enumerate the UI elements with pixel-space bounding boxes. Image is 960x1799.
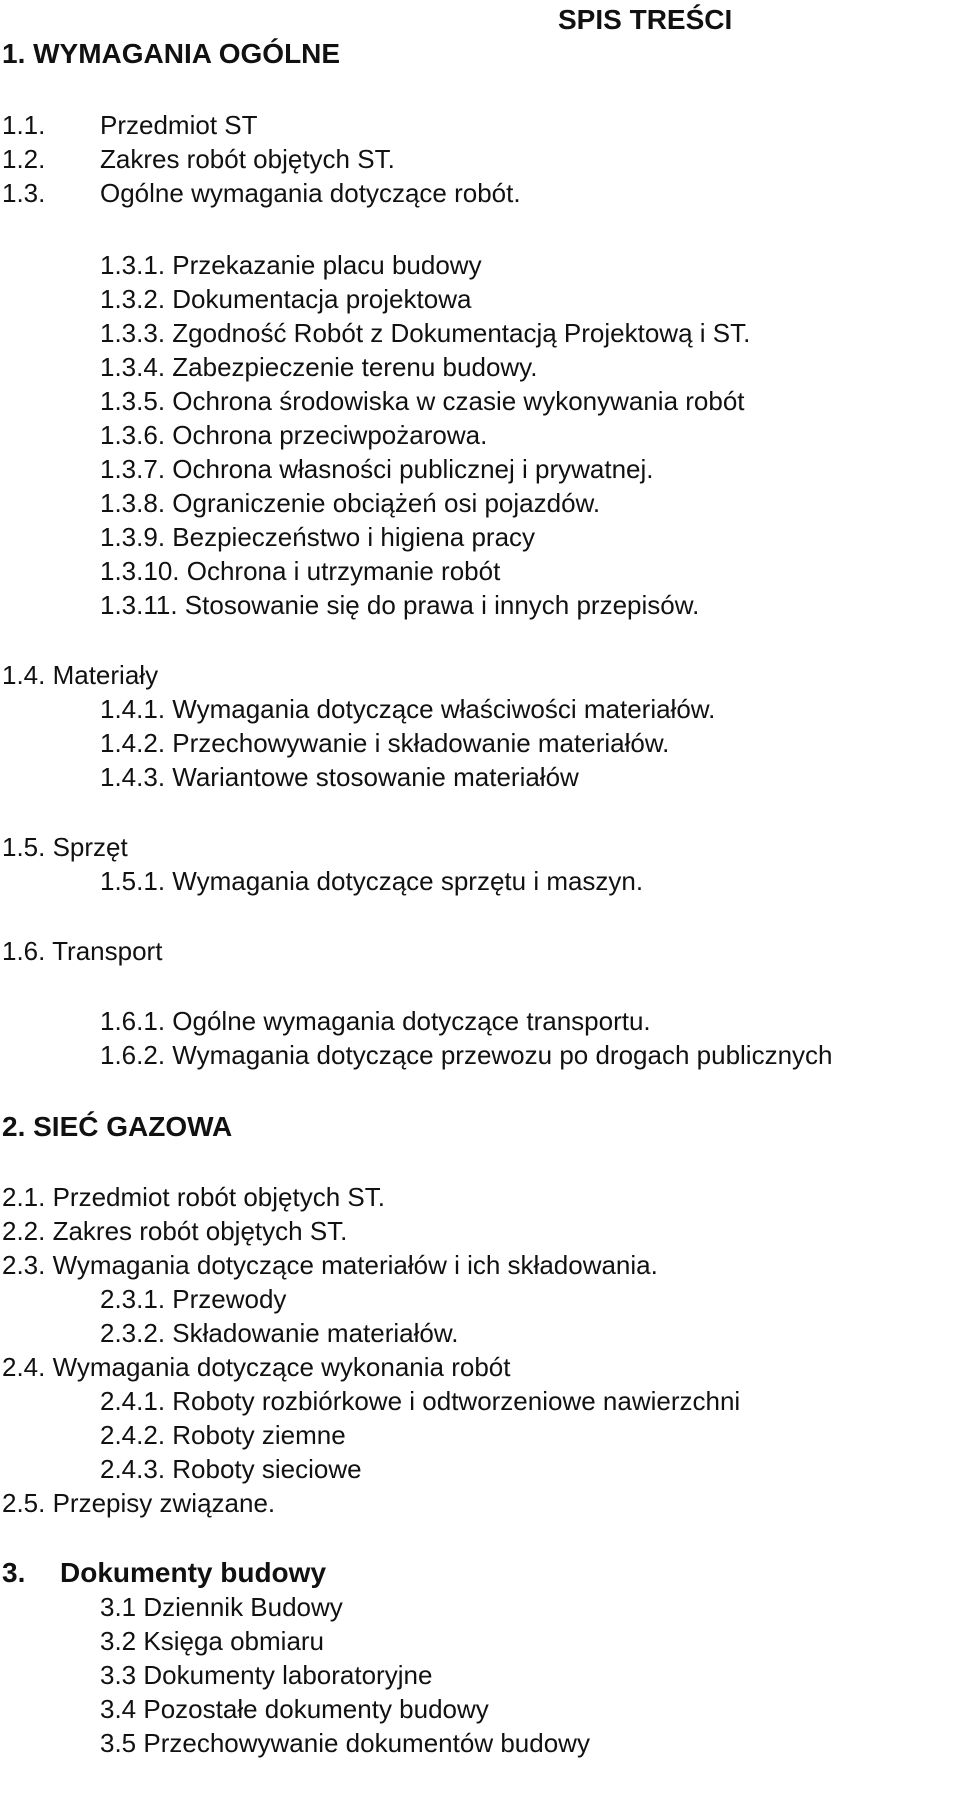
toc-item-num: 1.1. [2, 110, 46, 140]
section-heading-2: 2. SIEĆ GAZOWA [2, 1111, 233, 1142]
toc-subitem: 1.3.3. Zgodność Robót z Dokumentacją Projektową i ST. [100, 318, 751, 348]
toc-item: 1.6. Transport [2, 936, 163, 966]
toc-subitem: 1.3.1. Przekazanie placu budowy [100, 250, 482, 280]
toc-item: 2.3. Wymagania dotyczące materiałów i ich składowania. [2, 1250, 658, 1280]
toc-subitem: 1.3.4. Zabezpieczenie terenu budowy. [100, 352, 538, 382]
toc-item-text: Zakres robót objętych ST. [100, 144, 395, 174]
toc-subitem: 3.5 Przechowywanie dokumentów budowy [100, 1728, 590, 1758]
toc-item: 2.2. Zakres robót objętych ST. [2, 1216, 348, 1246]
toc-subitem: 1.3.6. Ochrona przeciwpożarowa. [100, 420, 488, 450]
toc-subitem: 1.3.8. Ograniczenie obciążeń osi pojazdów. [100, 488, 601, 518]
toc-item-text: Przedmiot ST [100, 110, 258, 140]
toc-subitem: 1.4.1. Wymagania dotyczące właściwości materiałów. [100, 694, 716, 724]
toc-item: 2.5. Przepisy związane. [2, 1488, 276, 1518]
toc-item-num: 1.3. [2, 178, 46, 208]
toc-item: 1.5. Sprzęt [2, 832, 128, 862]
toc-subitem: 1.3.2. Dokumentacja projektowa [100, 284, 472, 314]
toc-subitem: 2.3.1. Przewody [100, 1284, 287, 1314]
toc-item-num: 1.2. [2, 144, 46, 174]
toc-subitem: 2.4.3. Roboty sieciowe [100, 1454, 362, 1484]
toc-subitem: 1.4.3. Wariantowe stosowanie materiałów [100, 762, 579, 792]
toc-item-text: Ogólne wymagania dotyczące robót. [100, 178, 521, 208]
page-title: SPIS TREŚCI [558, 4, 733, 35]
toc-subitem: 1.5.1. Wymagania dotyczące sprzętu i maszyn. [100, 866, 644, 896]
toc-subitem: 2.4.2. Roboty ziemne [100, 1420, 346, 1450]
toc-subitem: 3.4 Pozostałe dokumenty budowy [100, 1694, 489, 1724]
toc-subitem: 1.3.7. Ochrona własności publicznej i prywatnej. [100, 454, 654, 484]
section-heading-1: 1. WYMAGANIA OGÓLNE [2, 38, 341, 69]
section-heading-3: Dokumenty budowy [60, 1557, 327, 1588]
toc-subitem: 1.3.9. Bezpieczeństwo i higiena pracy [100, 522, 536, 552]
toc-subitem: 1.3.5. Ochrona środowiska w czasie wykonywania robót [100, 386, 745, 416]
toc-subitem: 3.1 Dziennik Budowy [100, 1592, 343, 1622]
toc-item: 1.4. Materiały [2, 660, 159, 690]
section-number-3: 3. [2, 1557, 26, 1588]
toc-subitem: 1.3.10. Ochrona i utrzymanie robót [100, 556, 501, 586]
toc-subitem: 3.2 Księga obmiaru [100, 1626, 325, 1656]
toc-subitem: 3.3 Dokumenty laboratoryjne [100, 1660, 433, 1690]
toc-item: 2.1. Przedmiot robót objętych ST. [2, 1182, 385, 1212]
toc-subitem: 1.3.11. Stosowanie się do prawa i innych przepisów. [100, 590, 700, 620]
toc-subitem: 1.4.2. Przechowywanie i składowanie materiałów. [100, 728, 670, 758]
toc-subitem: 1.6.2. Wymagania dotyczące przewozu po drogach publicznych [100, 1040, 833, 1070]
toc-item: 2.4. Wymagania dotyczące wykonania robót [2, 1352, 511, 1382]
toc-subitem: 1.6.1. Ogólne wymagania dotyczące transportu. [100, 1006, 651, 1036]
toc-subitem: 2.3.2. Składowanie materiałów. [100, 1318, 459, 1348]
toc-subitem: 2.4.1. Roboty rozbiórkowe i odtworzeniowe nawierzchni [100, 1386, 741, 1416]
